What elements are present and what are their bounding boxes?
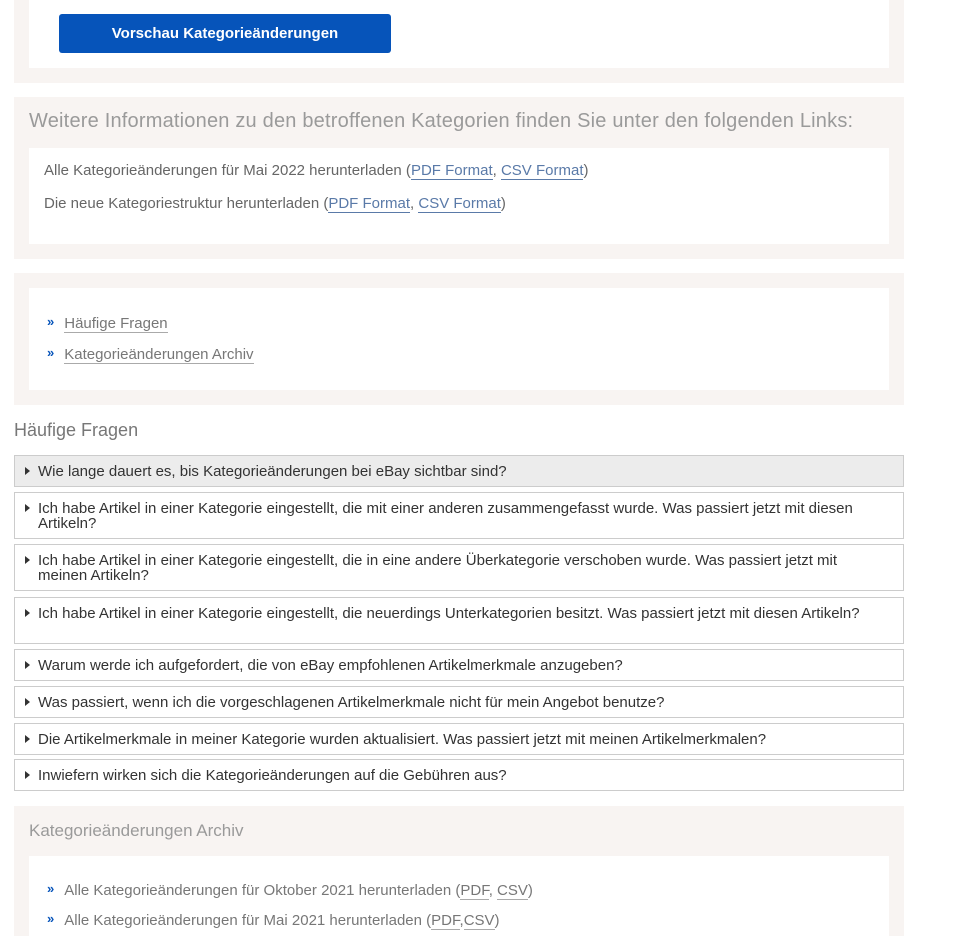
download-may-2022-line [44,162,588,179]
bullet-icon: » [47,345,55,360]
archive-item-oct-2021 [47,881,533,899]
faq-item[interactable] [14,759,904,791]
caret-right-icon [25,771,30,779]
archive-link[interactable]: Kategorieänderungen Archiv [64,346,254,363]
bullet-icon: » [47,314,55,329]
download-may-2022-text: Alle Kategorieänderungen für Mai 2022 herunterladen [44,162,402,179]
archive-item-may-2021 [47,911,500,929]
oct-2021-csv-link[interactable]: CSV [497,882,528,899]
quick-links-box [29,288,889,390]
caret-right-icon [25,467,30,475]
structure-pdf-link[interactable]: PDF Format [328,195,411,212]
oct-2021-pdf-link[interactable]: PDF [460,882,489,899]
caret-right-icon [25,735,30,743]
paren-open: ( [451,882,461,899]
paren-close: ) [494,912,500,929]
faq-item[interactable] [14,597,904,644]
separator: , [410,195,419,212]
paren-close: ) [583,162,589,179]
may-2021-pdf-link[interactable]: PDF [431,912,460,929]
download-structure-text: Die neue Kategoriestruktur herunterladen [44,195,320,212]
faq-question: Was passiert, wenn ich die vorgeschlagenen Artikelmerkmale nicht für mein Angebot benutze? [38,694,665,711]
faq-question: Wie lange dauert es, bis Kategorieänderungen bei eBay sichtbar sind? [38,463,507,480]
nav-item-archive [47,345,254,363]
archive-heading: Kategorieänderungen Archiv [29,821,244,840]
faq-question: Ich habe Artikel in einer Kategorie eingestellt, die in eine andere Überkategorie verschoben wurde. Was passiert jetzt mit meinen Artikeln? [38,552,838,584]
faq-item[interactable] [14,492,904,539]
faq-title: Häufige Fragen [14,420,139,440]
bullet-icon: » [47,881,55,896]
may-2022-csv-link[interactable]: CSV Format [500,162,584,179]
paren-open: ( [422,912,432,929]
faq-question: Ich habe Artikel in einer Kategorie eingestellt, die neuerdings Unterkategorien besitzt. Was passiert jetzt mit diesen Artikeln? [38,605,860,622]
archive-panel [14,806,904,936]
caret-right-icon [25,661,30,669]
faq-item[interactable] [14,686,904,718]
paren-open: ( [319,195,329,212]
separator: , [488,882,498,899]
faq-question: Ich habe Artikel in einer Kategorie eingestellt, die mit einer anderen zusammengefasst wurde. Was passiert jetzt mit diesen Artikeln? [38,500,853,532]
quick-links-panel [14,273,904,405]
preview-panel-body [29,0,889,68]
may-2021-csv-link[interactable]: CSV [463,912,495,929]
faq-question: Die Artikelmerkmale in meiner Kategorie wurden aktualisiert. Was passiert jetzt mit meinen Artikelmerkmalen? [38,731,767,748]
faq-question: Warum werde ich aufgefordert, die von eBay empfohlenen Artikelmerkmale anzugeben? [38,657,623,674]
caret-right-icon [25,556,30,564]
may-2022-pdf-link[interactable]: PDF Format [410,162,493,179]
info-heading: Weitere Informationen zu den betroffenen Kategorien finden Sie unter den folgenden Links: [29,110,854,132]
download-structure-line [44,195,506,212]
paren-open: ( [401,162,411,179]
archive-item-text: Alle Kategorieänderungen für Oktober 2021 herunterladen [64,882,452,899]
paren-close: ) [500,195,506,212]
paren-close: ) [527,882,533,899]
caret-right-icon [25,698,30,706]
preview-category-changes-button[interactable]: Vorschau Kategorieänderungen [59,14,391,53]
nav-item-faq [47,314,168,332]
faq-item[interactable] [14,455,904,487]
archive-box [29,856,889,936]
preview-panel [14,0,904,83]
info-panel [14,97,904,259]
caret-right-icon [25,504,30,512]
separator: , [459,912,464,929]
info-links-box [29,148,889,244]
faq-item[interactable] [14,723,904,755]
separator: , [492,162,501,179]
archive-item-text: Alle Kategorieänderungen für Mai 2021 herunterladen [64,912,422,929]
faq-item[interactable] [14,649,904,681]
faq-item[interactable] [14,544,904,591]
faq-question: Inwiefern wirken sich die Kategorieänderungen auf die Gebühren aus? [38,767,507,784]
caret-right-icon [25,609,30,617]
faq-link[interactable]: Häufige Fragen [64,315,168,332]
structure-csv-link[interactable]: CSV Format [418,195,501,212]
bullet-icon: » [47,911,55,926]
